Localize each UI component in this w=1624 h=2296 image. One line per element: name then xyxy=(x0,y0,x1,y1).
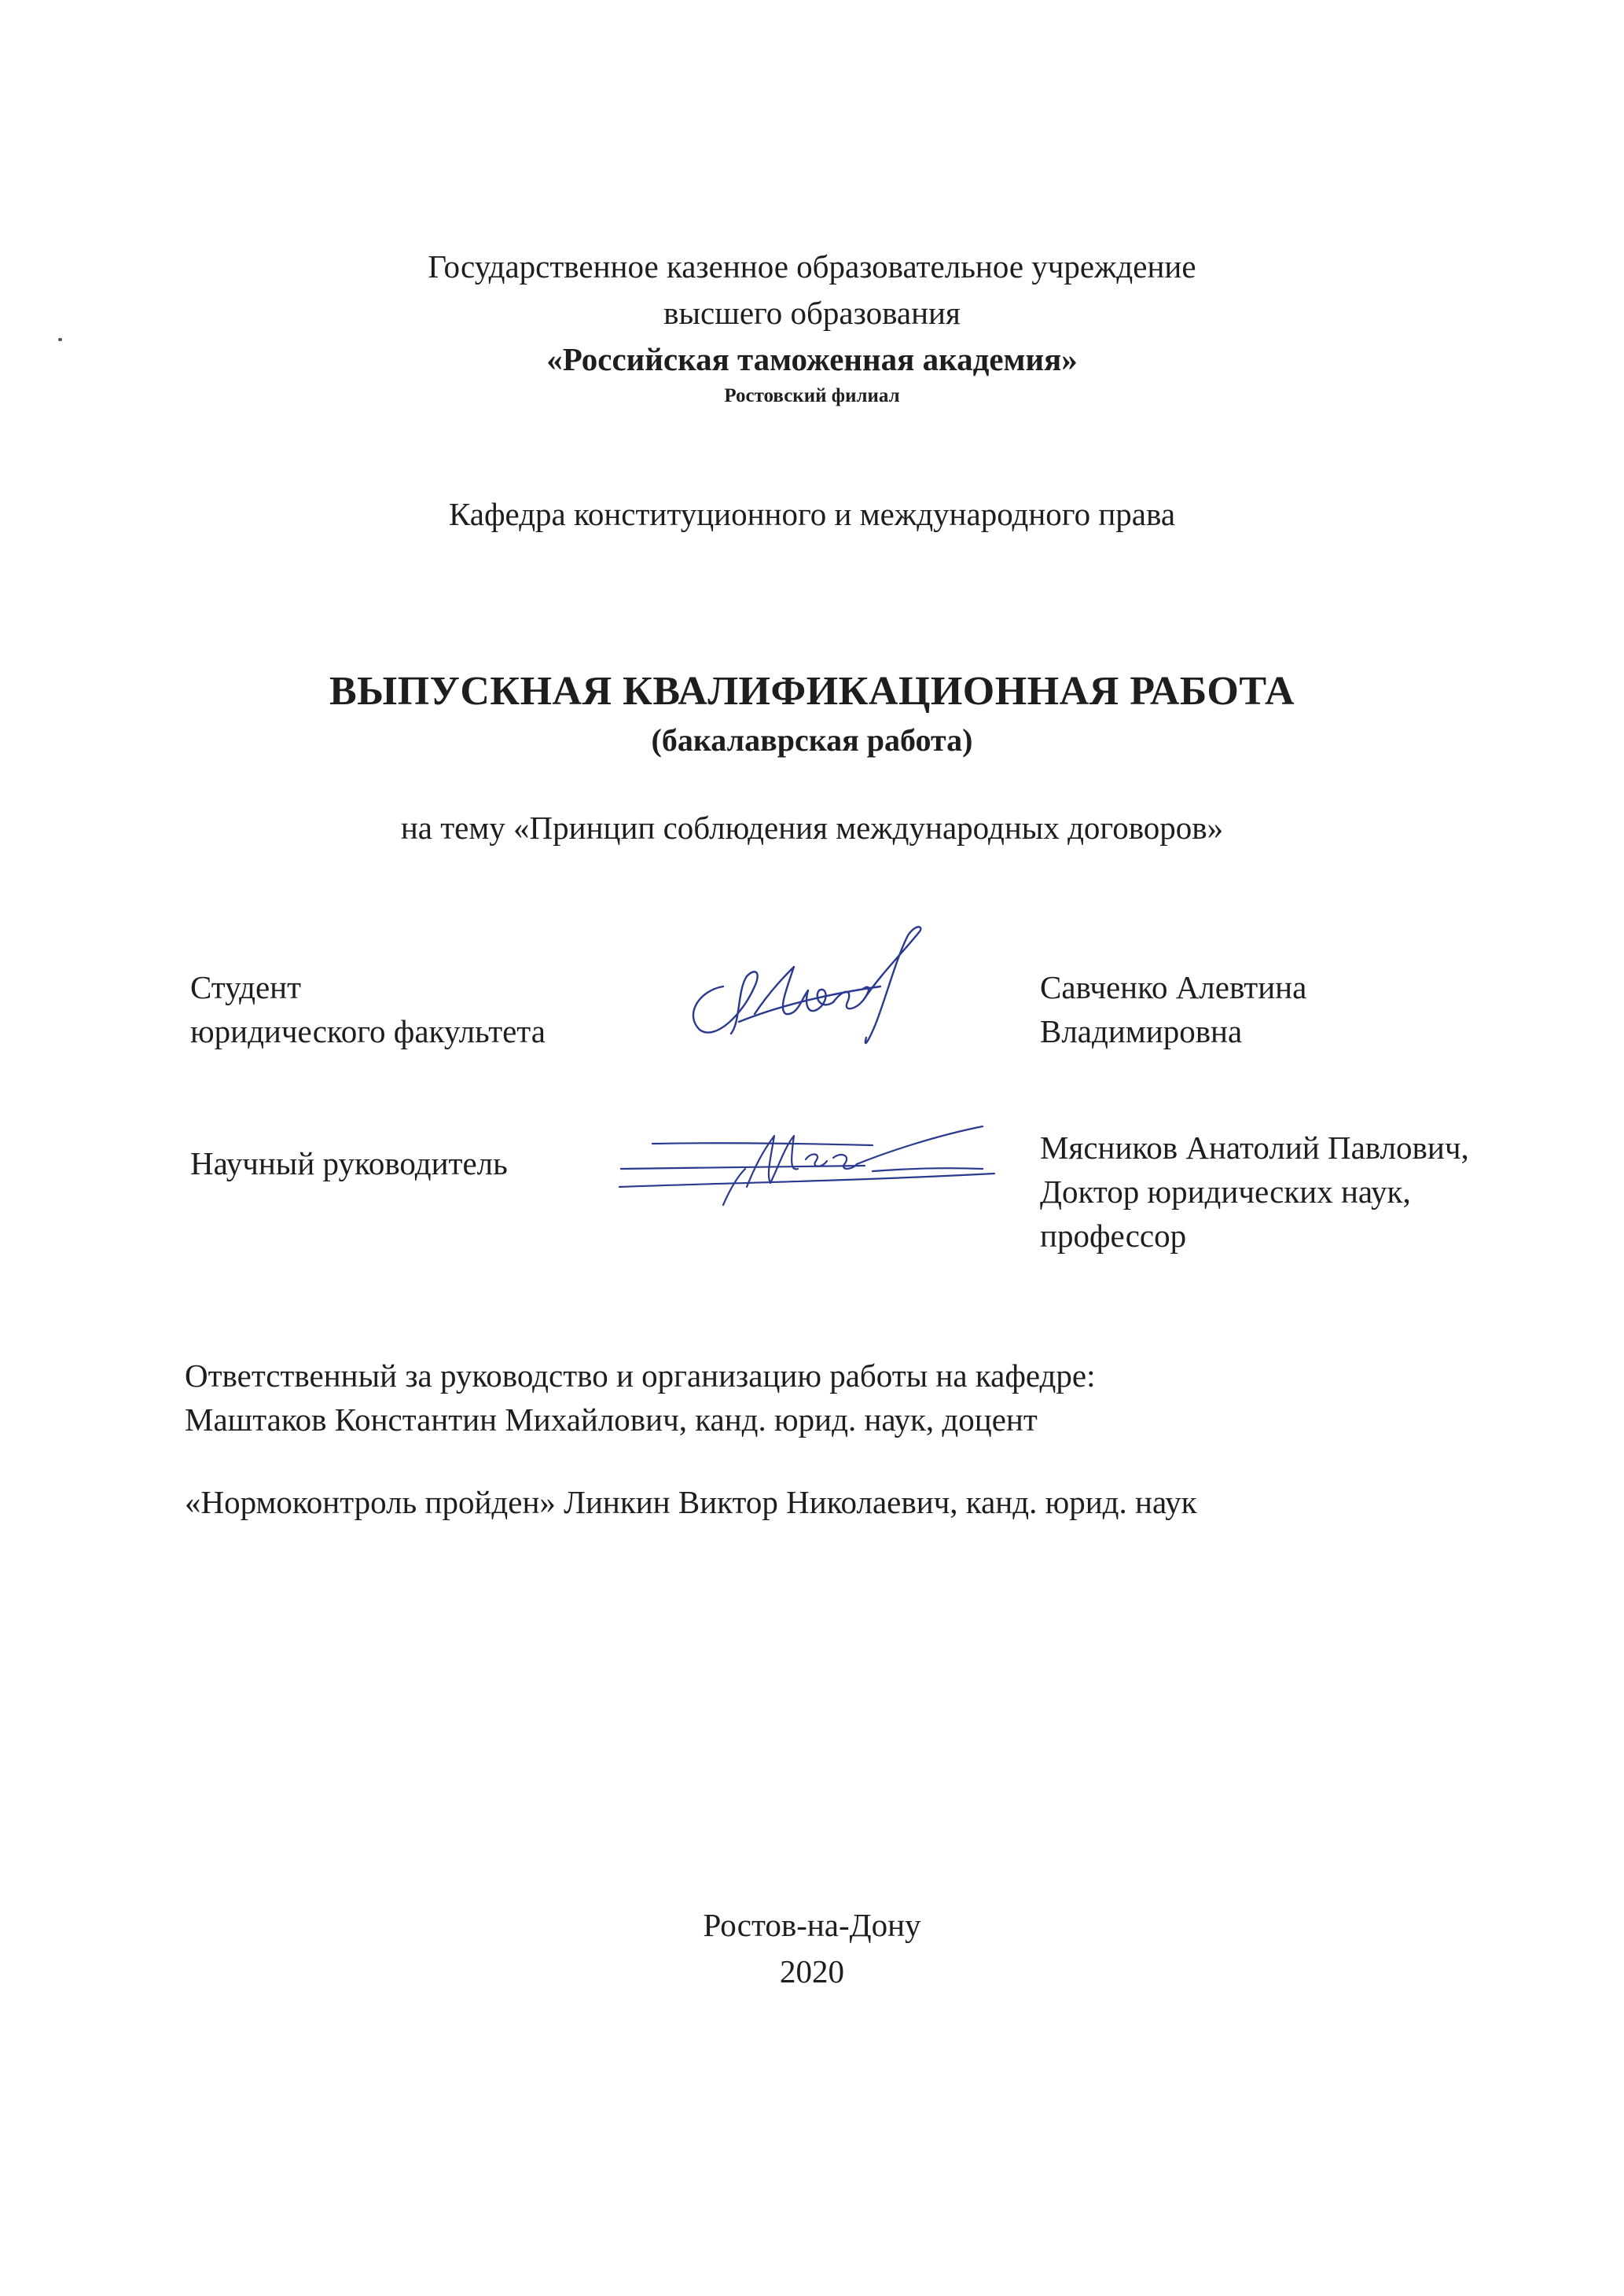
student-label-line-2: юридического факультета xyxy=(190,1013,546,1049)
city: Ростов-на-Дону xyxy=(703,1907,921,1943)
student-label xyxy=(190,965,546,1053)
institution-name: «Российская таможенная академия» xyxy=(546,341,1078,377)
year: 2020 xyxy=(780,1953,844,1989)
responsible-line-1: Ответственный за руководство и организацию работы на кафедре: xyxy=(185,1357,1096,1394)
branch-name: Ростовский филиал xyxy=(724,385,900,406)
document-title: ВЫПУСКНАЯ КВАЛИФИКАЦИОННАЯ РАБОТА xyxy=(329,669,1295,714)
supervisor-name-line-1: Мясников Анатолий Павлович, xyxy=(1040,1130,1469,1166)
institution-line-1: Государственное казенное образовательное учреждение xyxy=(428,248,1196,285)
department-name: Кафедра конституционного и международного права xyxy=(448,496,1176,532)
institution-line-2: высшего образования xyxy=(663,295,961,331)
student-name xyxy=(1040,965,1306,1053)
thesis-topic: на тему «Принцип соблюдения международных договоров» xyxy=(400,810,1224,846)
student-name-line-1: Савченко Алевтина xyxy=(1040,969,1307,1005)
supervisor-name-line-2: Доктор юридических наук, xyxy=(1040,1174,1411,1210)
responsible-block xyxy=(185,1354,1096,1442)
document-subtitle: (бакалаврская работа) xyxy=(651,722,973,758)
student-signature xyxy=(668,912,951,1053)
student-name-line-2: Владимировна xyxy=(1040,1013,1243,1049)
student-label-line-1: Студент xyxy=(190,969,302,1005)
normcontrol-line: «Нормоконтроль пройден» Линкин Виктор Николаевич, канд. юрид. наук xyxy=(185,1484,1197,1520)
responsible-line-2: Маштаков Константин Михайлович, канд. юрид. наук, доцент xyxy=(185,1401,1038,1438)
supervisor-name xyxy=(1040,1126,1469,1258)
supervisor-signature xyxy=(605,1112,1014,1207)
supervisor-name-line-3: профессор xyxy=(1040,1218,1187,1254)
supervisor-label: Научный руководитель xyxy=(190,1145,508,1181)
